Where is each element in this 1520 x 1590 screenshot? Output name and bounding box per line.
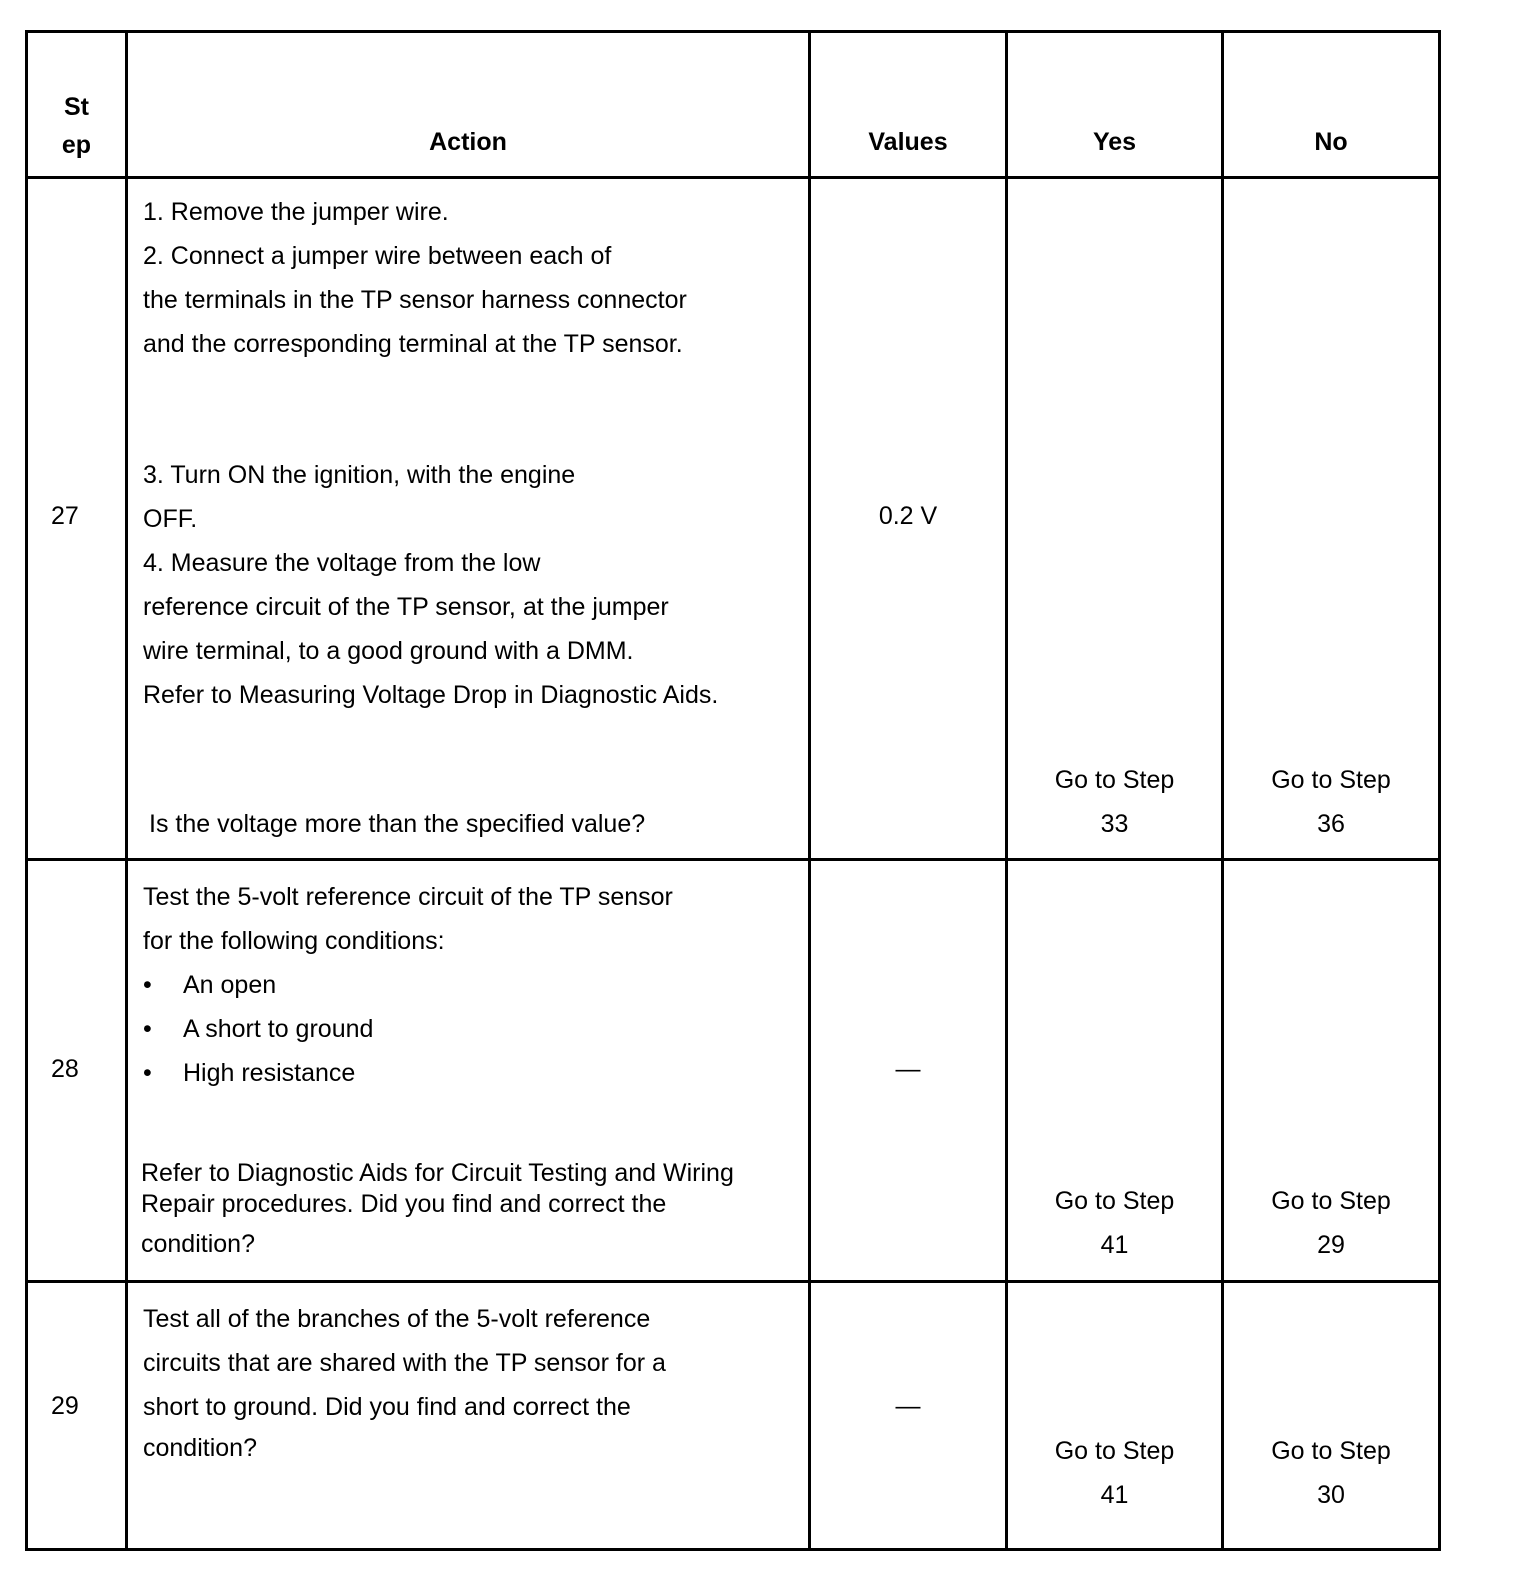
table-border-left — [25, 30, 28, 1551]
step-number: 29 — [51, 1392, 79, 1420]
action-line: 4. Measure the voltage from the low — [143, 549, 541, 577]
action-line: and the corresponding terminal at the TP sensor. — [143, 330, 683, 358]
action-question: Is the voltage more than the specified value? — [149, 810, 646, 838]
row-divider — [25, 858, 1441, 861]
yes-goto-step: 41 — [1100, 1481, 1129, 1509]
action-line: 2. Connect a jumper wire between each of — [143, 242, 612, 270]
action-line: for the following conditions: — [143, 927, 445, 955]
action-line: condition? — [141, 1230, 255, 1258]
yes-cell — [1008, 1429, 1221, 1517]
action-text — [143, 190, 687, 366]
no-goto-label: Go to Step — [1271, 766, 1391, 794]
no-cell — [1224, 1179, 1438, 1267]
action-line: OFF. — [143, 505, 198, 533]
action-line: Repair procedures. Did you find and correct the — [141, 1190, 667, 1218]
action-line: Test the 5-volt reference circuit of the TP sensor — [143, 883, 673, 911]
table-border-bottom — [25, 1548, 1441, 1551]
action-line: 1. Remove the jumper wire. — [143, 198, 449, 226]
row-divider — [25, 1280, 1441, 1283]
table-border-right — [1438, 30, 1441, 1551]
step-number: 27 — [51, 502, 79, 530]
action-line: condition? — [143, 1434, 257, 1462]
table-border-top — [25, 30, 1441, 33]
header-yes: Yes — [1092, 128, 1137, 156]
action-line: the terminals in the TP sensor harness connector — [143, 286, 687, 314]
yes-goto-step: 41 — [1100, 1231, 1129, 1259]
action-line: Refer to Diagnostic Aids for Circuit Testing and Wiring — [141, 1159, 734, 1187]
no-goto-step: 29 — [1317, 1231, 1345, 1259]
no-goto-step: 36 — [1317, 810, 1345, 838]
action-text — [143, 1297, 666, 1467]
bullet-item: • An open — [143, 971, 277, 999]
bullet-text: An open — [183, 971, 277, 999]
yes-goto-label: Go to Step — [1054, 766, 1175, 794]
value-cell: — — [895, 1055, 921, 1083]
action-line: short to ground. Did you find and correct the — [143, 1393, 631, 1421]
action-text — [141, 1158, 734, 1260]
action-line: Refer to Measuring Voltage Drop in Diagnostic Aids. — [143, 681, 719, 709]
no-goto-label: Go to Step — [1271, 1437, 1391, 1465]
header-divider — [25, 176, 1441, 179]
header-step — [28, 88, 125, 164]
bullet-list — [143, 963, 373, 1095]
no-goto-step: 30 — [1317, 1481, 1345, 1509]
column-divider — [125, 30, 128, 1551]
header-no: No — [1314, 128, 1348, 156]
bullet-text: A short to ground — [183, 1015, 374, 1043]
value-cell: — — [895, 1392, 921, 1420]
header-action: Action — [429, 128, 507, 156]
yes-cell — [1008, 758, 1221, 846]
no-goto-label: Go to Step — [1271, 1187, 1391, 1215]
step-number: 28 — [51, 1055, 79, 1083]
action-line: reference circuit of the TP sensor, at the jumper — [143, 593, 669, 621]
yes-goto-label: Go to Step — [1054, 1187, 1175, 1215]
column-divider — [808, 30, 811, 1551]
action-line: wire terminal, to a good ground with a DMM. — [143, 637, 634, 665]
action-text — [143, 875, 673, 963]
action-line: Test all of the branches of the 5-volt reference — [143, 1305, 651, 1333]
no-cell — [1224, 758, 1438, 846]
action-line: 3. Turn ON the ignition, with the engine — [143, 461, 576, 489]
yes-goto-step: 33 — [1100, 810, 1129, 838]
value-cell: 0.2 V — [878, 502, 938, 530]
header-step-line2: ep — [61, 131, 92, 159]
yes-goto-label: Go to Step — [1054, 1437, 1175, 1465]
diagnostic-table — [25, 30, 1441, 1551]
bullet-item: • A short to ground — [143, 1015, 374, 1043]
action-line: circuits that are shared with the TP sensor for a — [143, 1349, 666, 1377]
action-text — [143, 453, 718, 717]
yes-cell — [1008, 1179, 1221, 1267]
bullet-item: • High resistance — [143, 1059, 356, 1087]
header-step-line1: St — [64, 93, 89, 121]
header-values: Values — [868, 128, 948, 156]
no-cell — [1224, 1429, 1438, 1517]
bullet-text: High resistance — [183, 1059, 356, 1087]
